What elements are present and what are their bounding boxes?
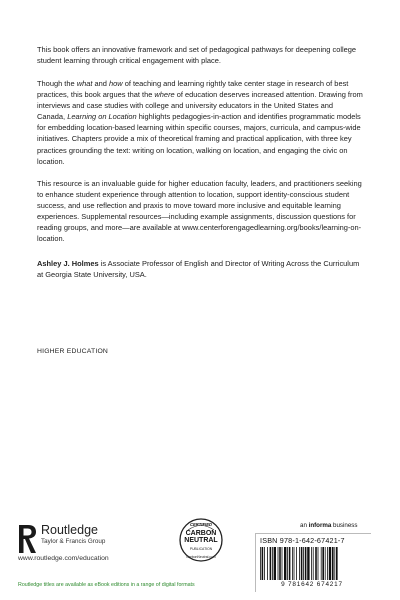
- intro-paragraph: This book offers an innovative framework and set of pedagogical pathways for deepening college student learning through critical engagement with place.: [37, 45, 357, 66]
- barcode-bar: [292, 547, 293, 580]
- barcode-bar: [318, 547, 319, 580]
- barcode-bar: [329, 547, 331, 580]
- barcode-bar: [282, 547, 283, 580]
- barcode-bar: [279, 547, 281, 580]
- barcode-bar: [336, 547, 338, 580]
- barcode-bar: [289, 547, 291, 580]
- isbn-barcode: [260, 547, 364, 580]
- barcode-bar: [296, 547, 297, 580]
- author-name: Ashley J. Holmes: [37, 259, 99, 268]
- description-paragraph: Though the what and how of teaching and learning rightly take center stage in research of best practices, this book argues that the where of education deserves increased attention. Drawing from interviews and case studies with college and university educators in the United States and Canada, Learning on Location highlights pedagogies-in-action and identifies programmatic models for embedding location-based learning within specific courses, majors, curricula, and campus-wide initiatives. Chapters provide a mix of theoretical framing and practical application, with three key practices grounding the text: writing on location, walking on location, and engaging the civic on location.: [37, 79, 363, 166]
- barcode-bar: [303, 547, 304, 580]
- ebook-availability-note: Routledge titles are available as eBook editions in a range of digital formats: [18, 582, 195, 588]
- emphasis-where: where: [154, 90, 175, 100]
- emphasis-how: how: [108, 79, 123, 88]
- barcode-bar: [264, 547, 265, 580]
- barcode-bar: [311, 547, 312, 580]
- routledge-logo-icon: [18, 524, 37, 554]
- routledge-brand: Routledge: [41, 523, 98, 537]
- barcode-bar: [284, 547, 286, 580]
- barcode-bar: [262, 547, 264, 580]
- book-title: Learning on Location: [67, 112, 137, 122]
- subject-category: HIGHER EDUCATION: [37, 348, 109, 355]
- barcode-panel: [255, 533, 371, 592]
- barcode-bar: [287, 547, 288, 580]
- barcode-bar: [322, 547, 324, 580]
- barcode-bar: [327, 547, 328, 580]
- barcode-bar: [305, 547, 307, 580]
- barcode-bar: [260, 547, 261, 580]
- informa-business-label: an informa business: [300, 522, 358, 529]
- barcode-bar: [313, 547, 314, 580]
- author-bio: Ashley J. Holmes is Associate Professor of English and Director of Writing Across the Curriculum at Georgia State University, USA.: [37, 259, 360, 280]
- carbon-neutral-badge: CERTIFIED CARBON NEUTRAL PUBLICATION CarbonNeutral.com: [178, 517, 224, 563]
- barcode-bar: [272, 547, 273, 580]
- resource-paragraph: This resource is an invaluable guide for higher education faculty, leaders, and practitioners seeking to enhance student experience through attention to location, support identity-conscious student success, and use reflection and praxis to move toward more inclusive and equitable learning experiences. Supplemental resources—including example assignments, discussion questions for reading groups, and more—are available at www.centerforengagedlearning.org/books/learning-on-location.: [37, 179, 362, 244]
- barcode-bar: [332, 547, 334, 580]
- barcode-bar: [294, 547, 295, 580]
- barcode-bar: [321, 547, 322, 580]
- emphasis-what: what: [76, 79, 93, 88]
- barcode-bar: [274, 547, 276, 580]
- barcode-bar: [270, 547, 272, 580]
- barcode-bar: [325, 547, 326, 580]
- barcode-bar: [278, 547, 279, 580]
- barcode-bar: [299, 547, 300, 580]
- isbn-number: ISBN 978-1-642-67421-7: [260, 536, 345, 545]
- barcode-bar: [315, 547, 317, 580]
- barcode-bar: [267, 547, 268, 580]
- barcode-bar: [301, 547, 303, 580]
- barcode-bar: [307, 547, 309, 580]
- barcode-digits: 9 781642 674217: [281, 581, 343, 588]
- publisher-website: www.routledge.com/education: [18, 555, 109, 562]
- taylor-francis-group: Taylor & Francis Group: [41, 538, 106, 545]
- barcode-bar: [334, 547, 335, 580]
